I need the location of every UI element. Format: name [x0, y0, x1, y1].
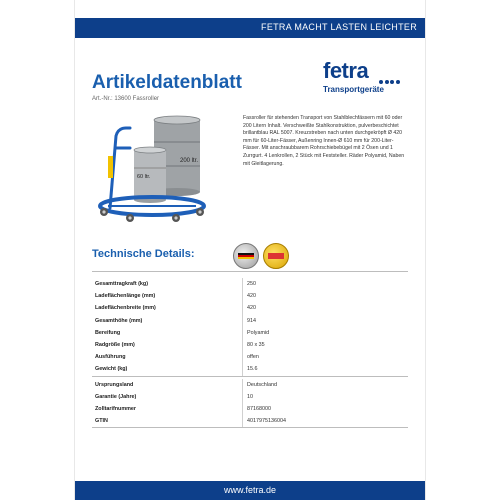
- table-row: [92, 290, 408, 302]
- table-row: [92, 278, 408, 290]
- spec-value: 87168000: [247, 405, 271, 412]
- spec-label: Bereifung: [95, 329, 121, 336]
- spec-label: Gesamttragkraft (kg): [95, 281, 149, 287]
- spec-value: 250: [247, 281, 256, 287]
- spec-label: Gewicht (kg): [95, 366, 128, 373]
- banner-slogan: FETRA MACHT LASTEN LEICHTER: [261, 22, 417, 32]
- table-row: [92, 339, 408, 351]
- table-row: [92, 391, 408, 403]
- product-image: [90, 108, 230, 228]
- barrel-small-label: 60 ltr.: [137, 174, 151, 180]
- spec-label: Ladeflächenlänge (mm): [95, 293, 156, 300]
- spec-value: 420: [247, 305, 256, 312]
- spec-label: Ausführung: [95, 354, 126, 361]
- page-title: Artikeldatenblatt: [92, 72, 242, 93]
- spec-label: Garantie (Jahre): [95, 393, 137, 400]
- spec-label: Radgröße (mm): [95, 341, 135, 348]
- spec-value: 4017975136004: [247, 418, 286, 425]
- spec-group-bottom: [92, 379, 408, 429]
- spec-value: Polyamid: [247, 329, 270, 336]
- top-banner: [75, 18, 425, 38]
- table-row: [92, 315, 408, 327]
- product-description: Fassroller für stehenden Transport von Stahlblechfässern mit 60 oder 200 Litern Inhalt. Verschweißte Stahlkonstruktion, pulverbeschichtet brillantblau RAL 5007. Kreuzstreben nach unten durchgekröpft Ø 420 mm für 60-Liter-Fässer, Außenring Innen-Ø 610 mm für 200-Liter-Fässer. Mit anschraubbarem Rohrschiebebügel mit 2 Ösen und 1 Zurrgurt. 4 Lenkrollen, 2 Stück mit Feststeller. Räder Polyamid, Naben mit Gleitlagerung.: [243, 115, 405, 167]
- datasheet-page: [75, 0, 425, 500]
- spec-value: 420: [247, 293, 256, 300]
- spec-value: 15.6: [247, 366, 258, 373]
- table-row: [92, 403, 408, 415]
- spec-group-top: [92, 278, 408, 377]
- spec-value: Deutschland: [247, 381, 277, 388]
- tech-details-heading: Technische Details:: [92, 248, 195, 260]
- table-row: [92, 415, 408, 428]
- spec-value: 914: [247, 317, 256, 324]
- spec-label: Ursprungsland: [95, 381, 134, 388]
- logo-wordmark: fetra: [323, 58, 369, 83]
- table-row: [92, 379, 408, 391]
- spec-label: Gesamthöhe (mm): [95, 317, 143, 324]
- spec-label: Zolltarifnummer: [95, 405, 137, 412]
- strap-icon: [108, 156, 113, 178]
- spec-value: 80 x 35: [247, 341, 265, 348]
- footer-bar: [75, 481, 425, 500]
- spec-value: 10: [247, 393, 253, 400]
- barrel-large-label: 200 ltr.: [180, 158, 199, 164]
- spec-table: [92, 278, 408, 428]
- made-in-germany-badge-icon: [233, 243, 259, 269]
- spec-label: Ladeflächenbreite (mm): [95, 305, 156, 312]
- spec-label: GTIN: [95, 418, 108, 425]
- fetra-logo: [323, 58, 403, 98]
- spec-value: offen: [247, 354, 259, 361]
- footer-url[interactable]: www.fetra.de: [223, 485, 277, 495]
- divider: [92, 271, 408, 272]
- warranty-badge-icon: [263, 243, 289, 269]
- article-number: Art.-Nr.: 13600 Fassroller: [92, 96, 160, 102]
- table-row: [92, 302, 408, 314]
- table-row: [92, 363, 408, 376]
- table-row: [92, 351, 408, 363]
- logo-subtitle: Transportgeräte: [323, 85, 384, 94]
- table-row: [92, 327, 408, 339]
